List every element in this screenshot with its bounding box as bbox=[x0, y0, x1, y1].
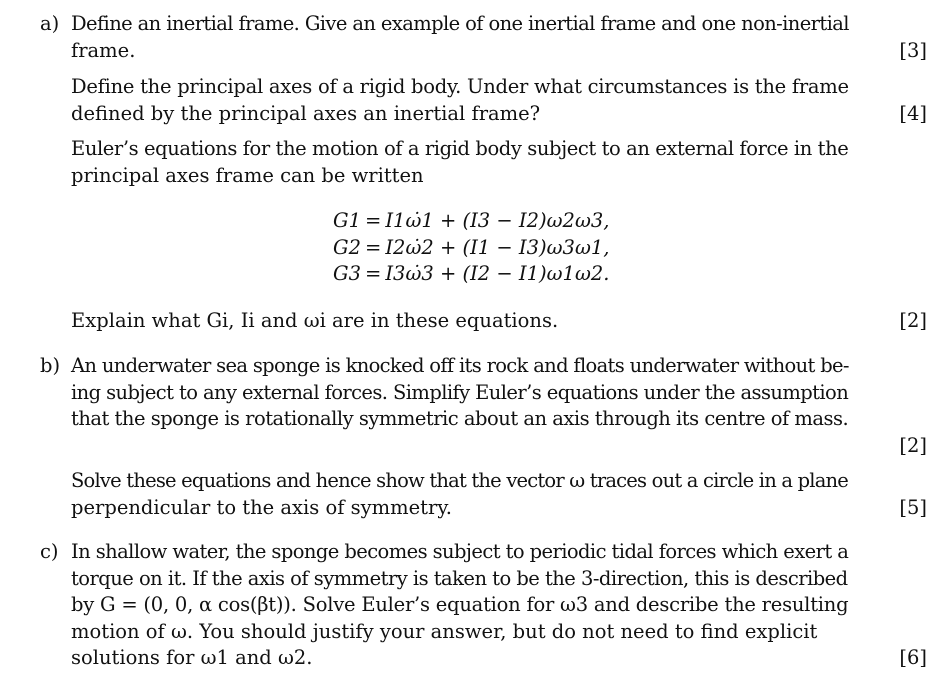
part-a-p1-line1: Define an inertial frame. Give an example of one inertial frame and one non-inertial bbox=[71, 12, 849, 35]
mark-a3: [2] bbox=[899, 309, 927, 332]
part-c-line3: by G = (0, 0, α cos(βt)). Solve Euler’s equation for ω3 and describe the resulting bbox=[71, 593, 849, 616]
part-b-p2-line2: perpendicular to the axis of symmetry. bbox=[71, 496, 452, 519]
euler-equation-2: G2 = I2ω̇2 + (I1 − I3)ω3ω1, bbox=[333, 236, 610, 259]
euler-equation-3: G3 = I3ω̇3 + (I2 − I1)ω1ω2. bbox=[333, 262, 610, 285]
part-a-p3-line1: Euler’s equations for the motion of a rigid body subject to an external force in the bbox=[71, 137, 849, 160]
part-b-p1-line2: ing subject to any external forces. Simplify Euler’s equations under the assumption bbox=[71, 381, 849, 404]
part-b-label: b) bbox=[40, 354, 61, 377]
eq1-rhs: I1ω̇1 + (I3 − I2)ω2ω3, bbox=[385, 209, 610, 232]
euler-equation-1: G1 = I1ω̇1 + (I3 − I2)ω2ω3, bbox=[333, 209, 610, 232]
eq3-rhs: I3ω̇3 + (I2 − I1)ω1ω2. bbox=[385, 262, 610, 285]
mark-a2: [4] bbox=[899, 102, 927, 125]
eq2-rhs: I2ω̇2 + (I1 − I3)ω3ω1, bbox=[385, 236, 610, 259]
part-b-p1-line3: that the sponge is rotationally symmetric about an axis through its centre of mass. bbox=[71, 407, 849, 430]
part-a-p2-line1: Define the principal axes of a rigid body. Under what circumstances is the frame bbox=[71, 75, 849, 98]
part-b-p2-line1: Solve these equations and hence show that the vector ω traces out a circle in a plane bbox=[71, 469, 849, 492]
part-c-label: c) bbox=[40, 540, 59, 563]
part-a-p3-line2: principal axes frame can be written bbox=[71, 164, 424, 187]
part-c-line2: torque on it. If the axis of symmetry is taken to be the 3-direction, this is described bbox=[71, 567, 848, 590]
part-c-line5: solutions for ω1 and ω2. bbox=[71, 646, 313, 669]
mark-b2: [5] bbox=[899, 496, 927, 519]
eq2-lhs: G2 bbox=[333, 236, 361, 259]
part-a-label: a) bbox=[40, 12, 60, 35]
mark-a1: [3] bbox=[899, 39, 927, 62]
part-a-p1-line2: frame. bbox=[71, 39, 136, 62]
part-a-p2-line2: defined by the principal axes an inertial frame? bbox=[71, 102, 541, 125]
part-a-p4: Explain what Gi, Ii and ωi are in these equations. bbox=[71, 309, 559, 332]
mark-b1: [2] bbox=[899, 434, 927, 457]
eq3-lhs: G3 bbox=[333, 262, 361, 285]
part-c-line1: In shallow water, the sponge becomes subject to periodic tidal forces which exert a bbox=[71, 540, 849, 563]
part-c-line4: motion of ω. You should justify your answer, but do not need to find explicit bbox=[71, 620, 818, 643]
mark-c1: [6] bbox=[899, 646, 927, 669]
eq1-lhs: G1 bbox=[333, 209, 361, 232]
part-b-p1-line1: An underwater sea sponge is knocked off its rock and floats underwater without be- bbox=[71, 354, 849, 377]
